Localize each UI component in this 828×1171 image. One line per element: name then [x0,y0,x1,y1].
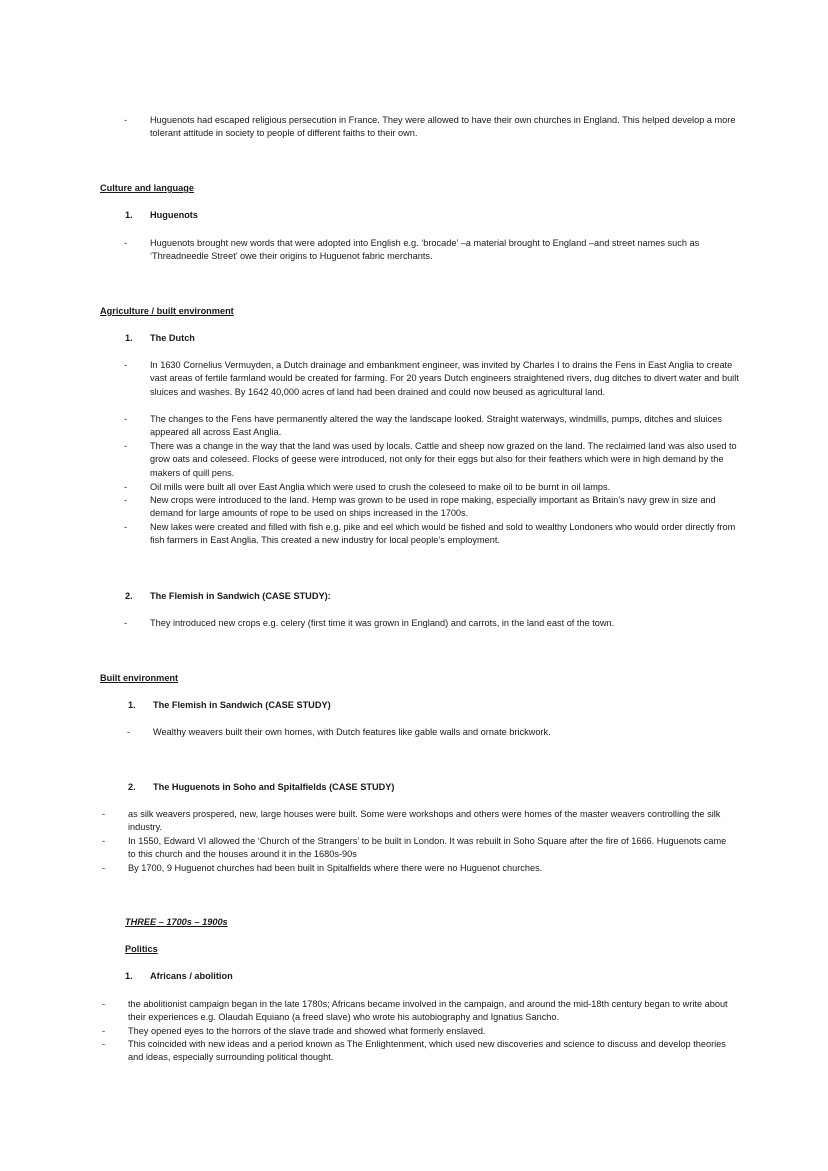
bullet-text: New crops were introduced to the land. Hemp was grown to be used in rope making, especially important as Britain’s navy grew in size and demand for large amounts of rope to be used on ships increased in the 1700s. [150,495,716,519]
bullet-dash: - [124,495,128,505]
bullet-dash: - [124,115,128,125]
bullet-dash: - [102,1039,106,1049]
bullet-dash: - [124,618,128,628]
bullet-dash: - [102,836,106,846]
subsection-title: The Flemish in Sandwich (CASE STUDY): [150,591,331,601]
bullet-text: Oil mills were built all over East Anglia which were used to crush the coleseed to make oil to be burnt in oil lamps. [150,482,611,492]
bullet-dash: - [124,482,128,492]
bullet-dash: - [124,360,128,370]
bullet-text: In 1630 Cornelius Vermuyden, a Dutch drainage and embankment engineer, was invited by Charles I to drains the Fens in East Anglia to create vast areas of fertile farmland would be created for farming. For 20 years Dutch engineers straightened rivers, dug ditches to divert water and built sluices and washes. By 1642 40,000 acres of land had been drained and could now beused as agricultural land. [150,360,739,397]
bullet-text: New lakes were created and filled with fish e.g. pike and eel which would be fished and sold to wealthy Londoners who would order directly from fish farmers in East Anglia. This created a new industry for local people’s employment. [150,522,736,546]
subsection-title: Huguenots [150,210,198,220]
bullet-dash: - [102,999,106,1009]
bullet-text: Wealthy weavers built their own homes, with Dutch features like gable walls and ornate brickwork. [153,727,551,737]
subsection-number: 1. [125,971,133,981]
bullet-text: There was a change in the way that the land was used by locals. Cattle and sheep now grazed on the land. The reclaimed land was also used to grow oats and coleseed. Flocks of geese were introduced, not only for their eggs but also for their feathers which were in high demand by the makers of quill pens. [150,441,737,478]
era-heading: THREE – 1700s – 1900s [125,917,228,927]
subsection-number: 1. [125,333,133,343]
bullet-dash: - [102,809,106,819]
section-heading-politics: Politics [125,944,158,954]
bullet-text: They introduced new crops e.g. celery (first time it was grown in England) and carrots, in the land east of the town. [150,618,615,628]
bullet-text: as silk weavers prospered, new, large houses were built. Some were workshops and others were homes of the master weavers controlling the silk industry. [128,809,721,833]
bullet-text: In 1550, Edward VI allowed the ‘Church of the Strangers’ to be built in London. It was rebuilt in Soho Square after the fire of 1666. Huguenots came to this church and the houses around it in the 1680s-90s [128,836,727,860]
subsection-title: Africans / abolition [150,971,233,981]
bullet-dash: - [124,522,128,532]
subsection-title: The Huguenots in Soho and Spitalfields (CASE STUDY) [153,782,395,792]
bullet-text: By 1700, 9 Huguenot churches had been built in Spitalfields where there were no Huguenot churches. [128,863,543,873]
subsection-title: The Flemish in Sandwich (CASE STUDY) [153,700,331,710]
bullet-dash: - [124,441,128,451]
subsection-number: 2. [128,782,136,792]
bullet-dash: - [124,238,128,248]
bullet-text: the abolitionist campaign began in the late 1780s; Africans became involved in the campaign, and around the mid-18th century began to write about their experiences e.g. Olaudah Equiano (a freed slave) who wrote his autobiography and Ignatius Sancho. [128,999,728,1023]
bullet-dash: - [102,1026,106,1036]
subsection-number: 1. [125,210,133,220]
bullet-text: This coincided with new ideas and a period known as The Enlightenment, which used new discoveries and science to discuss and develop theories and ideas, especially surrounding political thought. [128,1039,726,1063]
bullet-text: Huguenots brought new words that were adopted into English e.g. ‘brocade’ –a material brought to England –and street names such as ‘Threadneedle Street’ owe their origins to Huguenot fabric merchants. [150,238,700,262]
section-heading-agriculture: Agriculture / built environment [100,306,234,316]
subsection-number: 1. [128,700,136,710]
section-heading-built: Built environment [100,673,179,683]
section-heading-culture: Culture and language [100,183,194,193]
bullet-dash: - [124,414,128,424]
bullet-dash: - [127,727,131,737]
subsection-title: The Dutch [150,333,195,343]
bullet-text: The changes to the Fens have permanently altered the way the landscape looked. Straight waterways, windmills, pumps, ditches and sluices appeared all across East Anglia. [150,414,722,438]
bullet-dash: - [102,863,106,873]
bullet-text: Huguenots had escaped religious persecution in France. They were allowed to have their own churches in England. This helped develop a more tolerant attitude in society to people of different faiths to their own. [150,115,736,139]
subsection-number: 2. [125,591,133,601]
bullet-text: They opened eyes to the horrors of the slave trade and showed what formerly enslaved. [128,1026,486,1036]
